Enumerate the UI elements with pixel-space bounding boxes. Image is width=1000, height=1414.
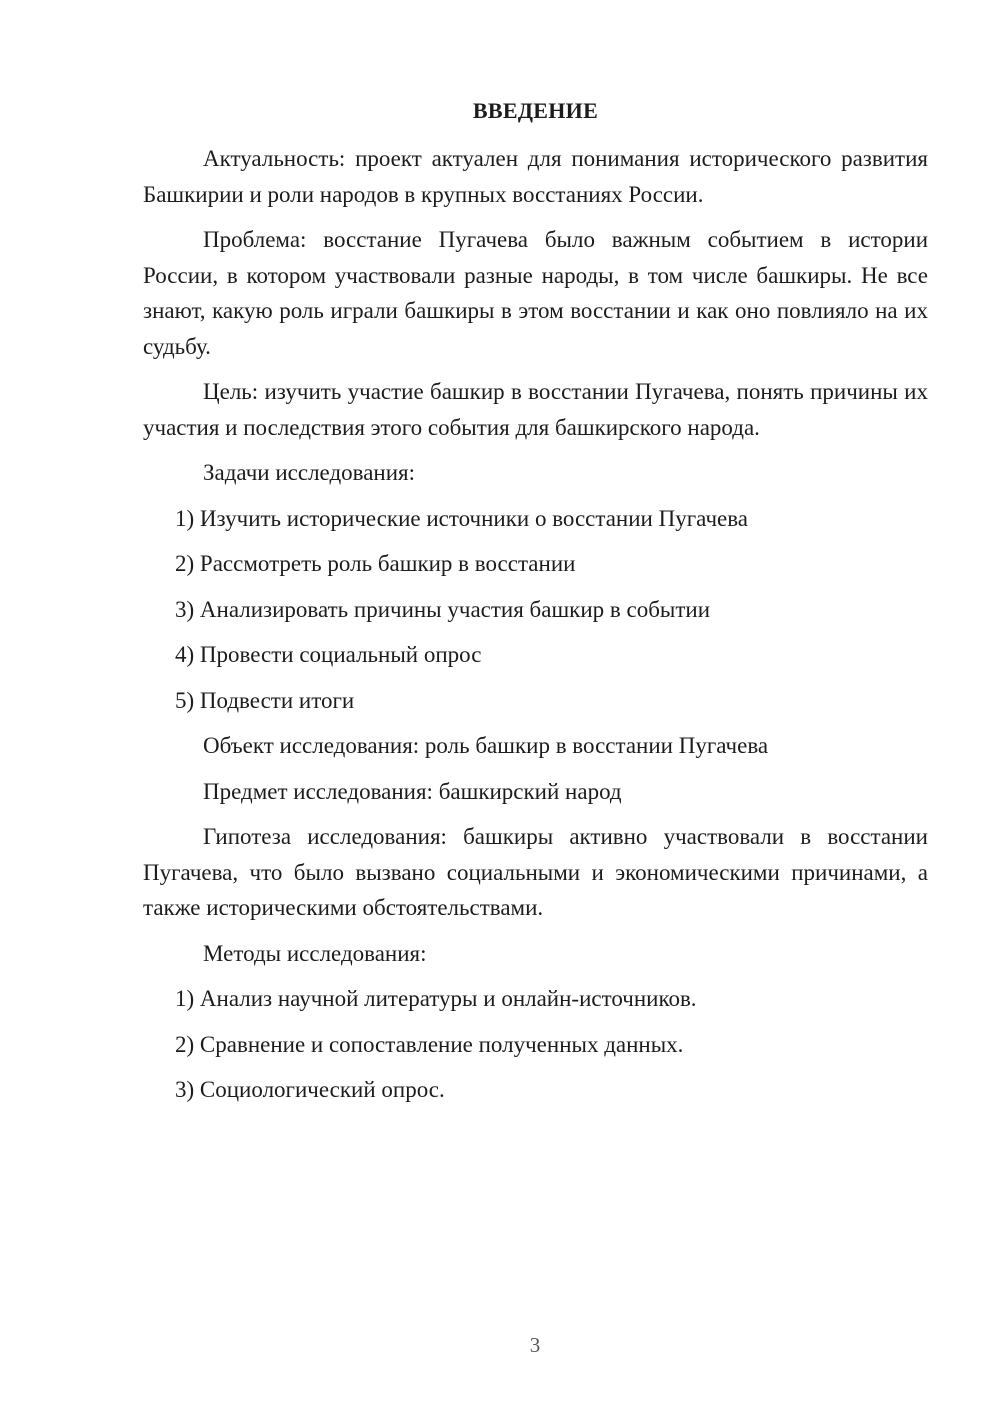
document-page	[143, 96, 928, 1118]
goal-paragraph: Цель: изучить участие башкир в восстании Пугачева, понять причины их участия и последствия этого события для башкирского народа.	[143, 379, 928, 440]
methods-title: Методы исследования:	[203, 940, 427, 966]
research-object: Объект исследования: роль башкир в восстании Пугачева	[203, 733, 769, 758]
relevance-paragraph: Актуальность: проект актуален для понимания исторического развития Башкирии и роли народов в крупных восстаниях России.	[143, 146, 928, 207]
task-item: 4) Провести социальный опрос	[175, 642, 482, 667]
task-item: 1) Изучить исторические источники о восстании Пугачева	[175, 505, 748, 531]
page-number: 3	[529, 1333, 541, 1357]
method-item: 3) Социологический опрос.	[175, 1077, 445, 1102]
task-item: 5) Подвести итоги	[175, 687, 355, 713]
hypothesis-paragraph: Гипотеза исследования: башкиры активно участвовали в восстании Пугачева, что было вызвано социальными и экономическими причинами, а также историческими обстоятельствами.	[143, 824, 928, 920]
method-item: 1) Анализ научной литературы и онлайн-источников.	[175, 986, 697, 1011]
task-item: 2) Рассмотреть роль башкир в восстании	[175, 551, 576, 576]
method-item: 2) Сравнение и сопоставление полученных данных.	[175, 1031, 684, 1057]
section-heading: ВВЕДЕНИЕ	[472, 98, 599, 123]
tasks-title: Задачи исследования:	[203, 460, 416, 485]
task-item: 3) Анализировать причины участия башкир в событии	[175, 596, 711, 622]
research-subject: Предмет исследования: башкирский народ	[203, 778, 622, 804]
problem-paragraph: Проблема: восстание Пугачева было важным событием в истории России, в котором участвовали разные народы, в том числе башкиры. Не все знают, какую роль играли башкиры в этом восстании и как оно повлияло на их судьбу.	[143, 227, 928, 359]
